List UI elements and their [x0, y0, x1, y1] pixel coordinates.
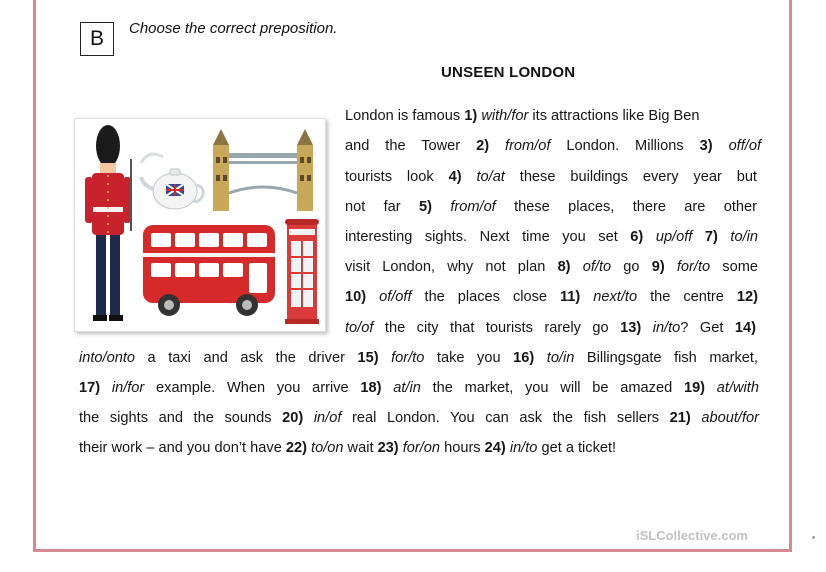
preposition-choice: from/of — [505, 138, 551, 154]
corner-dot — [812, 536, 815, 539]
passage-text: the city that tourists rarely go — [373, 320, 621, 336]
passage-text — [571, 259, 583, 275]
preposition-choice: into/onto — [79, 350, 135, 366]
question-number: 22) — [285, 440, 307, 456]
question-number: 2) — [476, 138, 490, 154]
passage-text — [489, 138, 505, 154]
passage-line — [345, 288, 758, 306]
passage-text: the market, you will be amazed — [420, 380, 684, 396]
passage-text: ? Get — [680, 320, 735, 336]
passage-text: wait — [343, 440, 378, 456]
frame-left — [33, 0, 36, 552]
question-number: 24) — [484, 440, 506, 456]
teapot-icon — [141, 154, 203, 209]
passage-text: interesting sights. Next time you set — [345, 229, 631, 245]
preposition-choice: to/in — [546, 350, 575, 366]
passage-text — [462, 169, 477, 185]
passage-text: hours — [440, 440, 485, 456]
passage-text — [705, 380, 717, 396]
preposition-choice: to/in — [730, 229, 759, 245]
exercise-label: B — [80, 22, 114, 56]
passage-text — [100, 380, 112, 396]
question-number: 19) — [683, 380, 706, 396]
preposition-choice: from/of — [450, 199, 496, 215]
preposition-choice: of/off — [379, 289, 412, 305]
preposition-choice: to/of — [345, 320, 374, 336]
passage-text — [692, 229, 705, 245]
passage-text: its attractions like Big Ben — [528, 108, 700, 124]
passage-text: the sights and the sounds — [79, 410, 283, 426]
passage-line — [345, 168, 757, 186]
passage-text — [381, 380, 393, 396]
question-number: 6) — [630, 229, 644, 245]
passage-text: get a ticket! — [537, 440, 617, 456]
passage-text — [691, 410, 702, 426]
passage-title: UNSEEN LONDON — [441, 64, 576, 81]
question-number: 1) — [464, 108, 478, 124]
question-number: 11) — [560, 289, 581, 305]
preposition-choice: for/on — [402, 440, 441, 456]
passage-text — [534, 350, 547, 366]
passage-text: go — [611, 259, 652, 275]
passage-text — [641, 320, 653, 336]
question-number: 21) — [669, 410, 691, 426]
question-number: 4) — [448, 169, 462, 185]
passage-text: these places, there are other — [495, 199, 757, 215]
passage-line — [345, 228, 758, 246]
passage-text — [432, 199, 450, 215]
preposition-choice: for/to — [391, 350, 425, 366]
preposition-choice: of/to — [582, 259, 612, 275]
preposition-choice: off/of — [728, 138, 762, 154]
preposition-choice: at/in — [393, 380, 421, 396]
question-number: 13) — [620, 320, 642, 336]
passage-text: Billingsgate fish market, — [574, 350, 758, 366]
london-illustration-svg — [75, 119, 325, 331]
london-illustration — [74, 118, 326, 332]
tower-bridge-icon — [213, 129, 313, 211]
passage-text: the centre — [637, 289, 737, 305]
passage-text — [379, 350, 392, 366]
question-number: 12) — [736, 289, 758, 305]
passage-text: real London. You can ask the fish sellers — [341, 410, 670, 426]
passage-text — [713, 138, 729, 154]
preposition-choice: in/for — [111, 380, 145, 396]
passage-text — [303, 410, 314, 426]
passage-text: and the Tower — [345, 138, 477, 154]
preposition-choice: for/to — [676, 259, 711, 275]
double-decker-bus-icon — [143, 225, 275, 316]
question-number: 23) — [377, 440, 399, 456]
preposition-choice: in/to — [652, 320, 681, 336]
passage-line — [79, 349, 758, 367]
instruction: Choose the correct preposition. — [129, 20, 338, 37]
passage-text — [718, 229, 731, 245]
passage-text: take you — [424, 350, 514, 366]
question-number: 3) — [699, 138, 713, 154]
passage-line — [345, 107, 757, 125]
question-number: 9) — [651, 259, 665, 275]
phone-booth-icon — [285, 219, 319, 324]
frame-bottom — [33, 549, 792, 552]
passage-text: not far — [345, 199, 419, 215]
passage-text — [665, 259, 677, 275]
question-number: 18) — [360, 380, 382, 396]
passage-line — [79, 379, 759, 397]
passage-text: London is famous — [345, 108, 465, 124]
preposition-choice: next/to — [593, 289, 638, 305]
preposition-choice: to/on — [311, 440, 344, 456]
passage-text — [643, 229, 656, 245]
passage-line — [79, 409, 759, 427]
passage-line — [345, 137, 761, 155]
preposition-choice: with/for — [481, 108, 529, 124]
question-number: 7) — [704, 229, 718, 245]
passage-text: visit London, why not plan — [345, 259, 558, 275]
question-number: 16) — [513, 350, 535, 366]
preposition-choice: up/off — [655, 229, 693, 245]
royal-guard-icon — [85, 125, 131, 321]
passage-text: a taxi and ask the driver — [135, 350, 358, 366]
watermark: iSLCollective.com — [636, 528, 748, 543]
passage-line — [79, 439, 616, 457]
passage-text: tourists look — [345, 169, 449, 185]
passage-text: the places close — [411, 289, 560, 305]
passage-text: their work – and you don’t have — [79, 440, 286, 456]
question-number: 20) — [282, 410, 304, 426]
passage-line — [345, 258, 758, 276]
preposition-choice: in/to — [509, 440, 538, 456]
passage-text — [366, 289, 379, 305]
preposition-choice: about/for — [701, 410, 759, 426]
frame-right — [789, 0, 792, 552]
question-number: 5) — [419, 199, 432, 215]
question-number: 8) — [557, 259, 571, 275]
passage-text: these buildings every year but — [504, 169, 757, 185]
question-number: 15) — [357, 350, 379, 366]
passage-text: example. When you arrive — [144, 380, 361, 396]
passage-line — [345, 198, 757, 216]
passage-text: London. Millions — [550, 138, 700, 154]
preposition-choice: at/with — [716, 380, 759, 396]
passage-text: some — [710, 259, 758, 275]
question-number: 14) — [734, 320, 757, 336]
question-number: 17) — [79, 380, 101, 396]
passage-line — [345, 319, 756, 337]
passage-text — [580, 289, 593, 305]
question-number: 10) — [345, 289, 367, 305]
preposition-choice: in/of — [313, 410, 342, 426]
preposition-choice: to/at — [476, 169, 505, 185]
